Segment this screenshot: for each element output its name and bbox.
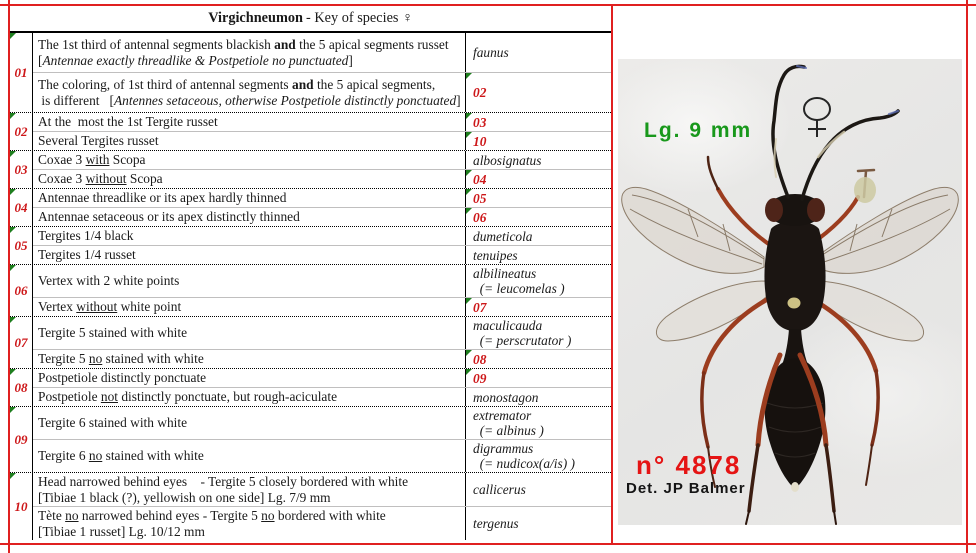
determiner-label: Det. JP Balmer: [626, 480, 746, 497]
key-row: [33, 207, 611, 226]
couplet-text-cell[interactable]: Several Tergites russet: [38, 133, 159, 149]
key-row: [33, 407, 611, 439]
comment-marker-icon: [10, 189, 16, 195]
couplet-number-cell[interactable]: [10, 407, 33, 472]
couplet-number: 03: [14, 161, 28, 177]
couplet-text-cell[interactable]: Vertex with 2 white points: [38, 273, 180, 289]
species-name-cell[interactable]: tergenus: [465, 507, 611, 540]
species-name-cell[interactable]: tenuipes: [465, 246, 611, 264]
comment-marker-icon: [10, 265, 16, 271]
couplet-text-cell[interactable]: At the most the 1st Tergite russet: [38, 114, 218, 130]
comment-marker-icon: [10, 369, 16, 375]
key-row: [33, 265, 611, 297]
goto-ref-cell[interactable]: 06: [465, 208, 611, 226]
key-group-rows: [33, 113, 611, 150]
key-row: [33, 317, 611, 349]
goto-ref-cell[interactable]: 02: [465, 73, 611, 112]
couplet-number-cell[interactable]: [10, 473, 33, 540]
key-group-04: [10, 188, 611, 226]
couplet-text-cell[interactable]: Antennae setaceous or its apex distinctly thinned: [38, 209, 300, 225]
couplet-text-cell[interactable]: The 1st third of antennal segments blackish and the 5 apical segments russet [Antennae exactly threadlike & Postpetiole no punctuated]: [38, 37, 449, 68]
specimen-photo-panel: [618, 59, 962, 525]
key-row: [33, 297, 611, 316]
frame-border-top: [0, 4, 976, 6]
key-row: [33, 113, 611, 131]
frame-border-left: [8, 0, 10, 553]
title-genus: Virgichneumon: [208, 10, 303, 26]
key-row: [33, 473, 611, 506]
glue-blob: [854, 177, 876, 203]
key-row: [33, 245, 611, 264]
couplet-number-cell[interactable]: [10, 265, 33, 316]
table-title: [10, 6, 611, 33]
comment-marker-icon: [10, 227, 16, 233]
couplet-text-cell[interactable]: Postpetiole not distinctly ponctuate, but rough-aciculate: [38, 389, 338, 405]
species-name-cell[interactable]: dumeticola: [465, 227, 611, 245]
goto-ref-cell[interactable]: 04: [465, 170, 611, 188]
couplet-number-cell[interactable]: [10, 33, 33, 112]
key-row: [33, 72, 611, 112]
species-name-cell[interactable]: albosignatus: [465, 151, 611, 169]
couplet-number: 04: [14, 199, 28, 215]
wasp-body: [764, 194, 825, 492]
key-group-05: [10, 226, 611, 264]
goto-ref-cell[interactable]: 10: [465, 132, 611, 150]
couplet-number: 05: [14, 237, 28, 253]
key-table-body: [10, 33, 611, 540]
key-group-07: [10, 316, 611, 368]
frame-border-bottom: [0, 543, 976, 545]
couplet-number: 10: [14, 498, 28, 514]
key-row: [33, 33, 611, 72]
key-row: [33, 387, 611, 406]
couplet-number-cell[interactable]: [10, 189, 33, 226]
couplet-number: 08: [14, 379, 28, 395]
key-row: [33, 349, 611, 368]
species-name-cell[interactable]: extremator (= albinus ): [465, 407, 611, 439]
couplet-text-cell[interactable]: Tergite 5 stained with white: [38, 325, 188, 341]
key-group-06: [10, 264, 611, 316]
key-row: [33, 227, 611, 245]
comment-marker-icon: [10, 317, 16, 323]
key-row: [33, 506, 611, 540]
couplet-text-cell[interactable]: Tergite 6 stained with white: [38, 415, 188, 431]
comment-marker-icon: [466, 298, 472, 304]
comment-marker-icon: [10, 113, 16, 119]
couplet-number: 02: [14, 123, 28, 139]
frame-divider-middle: [611, 4, 613, 545]
couplet-text-cell[interactable]: Head narrowed behind eyes - Tergite 5 closely bordered with white [Tibiae 1 black (?), yellowish on one side] Lg. 7/9 mm: [38, 474, 409, 505]
key-group-10: [10, 472, 611, 540]
comment-marker-icon: [466, 350, 472, 356]
couplet-number-cell[interactable]: [10, 113, 33, 150]
key-group-rows: [33, 33, 611, 112]
key-table: [10, 6, 611, 540]
couplet-number: 07: [14, 334, 28, 350]
key-group-rows: [33, 407, 611, 472]
species-name-cell[interactable]: maculicauda (= perscrutator ): [465, 317, 611, 349]
couplet-number-cell[interactable]: [10, 151, 33, 188]
comment-marker-icon: [466, 189, 472, 195]
key-row: [33, 439, 611, 472]
comment-marker-icon: [466, 113, 472, 119]
comment-marker-icon: [466, 369, 472, 375]
key-group-rows: [33, 265, 611, 316]
comment-marker-icon: [466, 208, 472, 214]
key-row: [33, 151, 611, 169]
key-group-03: [10, 150, 611, 188]
species-name-cell[interactable]: monostagon: [465, 388, 611, 406]
key-row: [33, 189, 611, 207]
species-name-cell[interactable]: albilineatus (= leucomelas ): [465, 265, 611, 297]
couplet-number: 06: [14, 282, 28, 298]
goto-ref-cell[interactable]: 08: [465, 350, 611, 368]
key-group-09: [10, 406, 611, 472]
key-group-rows: [33, 189, 611, 226]
length-label: Lg. 9 mm: [644, 119, 753, 142]
key-group-rows: [33, 227, 611, 264]
couplet-text-cell[interactable]: Coxae 3 without Scopa: [38, 171, 163, 187]
couplet-number-cell[interactable]: [10, 369, 33, 406]
key-group-rows: [33, 151, 611, 188]
couplet-text-cell[interactable]: Tète no narrowed behind eyes - Tergite 5 no bordered with white [Tibiae 1 russet] Lg. 10/12 mm: [38, 508, 386, 539]
goto-ref-cell[interactable]: 03: [465, 113, 611, 131]
couplet-text-cell[interactable]: Coxae 3 with Scopa: [38, 152, 146, 168]
key-group-rows: [33, 369, 611, 406]
key-group-rows: [33, 317, 611, 368]
couplet-text-cell[interactable]: The coloring, of 1st third of antennal segments and the 5 apical segments, is different [Antennes setaceous, otherwise Postpetiole distinctly ponctuated]: [38, 77, 461, 108]
comment-marker-icon: [466, 132, 472, 138]
goto-ref-cell[interactable]: 09: [465, 369, 611, 387]
key-group-02: [10, 112, 611, 150]
title-rest: - Key of species ♀: [306, 10, 413, 26]
key-group-08: [10, 368, 611, 406]
key-row: [33, 131, 611, 150]
frame-border-right: [966, 0, 968, 553]
couplet-number: 09: [14, 431, 28, 447]
comment-marker-icon: [466, 73, 472, 79]
goto-ref-cell[interactable]: 07: [465, 298, 611, 316]
comment-marker-icon: [10, 33, 16, 39]
couplet-text-cell[interactable]: Tergites 1/4 russet: [38, 247, 136, 263]
species-name-cell[interactable]: faunus: [465, 33, 611, 72]
comment-marker-icon: [10, 407, 16, 413]
wasp-antennae: [773, 66, 898, 199]
key-group-01: [10, 33, 611, 112]
species-name-cell[interactable]: digrammus (= nudicox(a/is) ): [465, 440, 611, 472]
female-symbol-icon: [804, 98, 830, 137]
couplet-number-cell[interactable]: [10, 317, 33, 368]
comment-marker-icon: [10, 473, 16, 479]
goto-ref-cell[interactable]: 05: [465, 189, 611, 207]
comment-marker-icon: [466, 170, 472, 176]
couplet-number-cell[interactable]: [10, 227, 33, 264]
key-row: [33, 169, 611, 188]
key-row: [33, 369, 611, 387]
couplet-text-cell[interactable]: Postpetiole distinctly ponctuate: [38, 370, 207, 386]
comment-marker-icon: [10, 151, 16, 157]
key-group-rows: [33, 473, 611, 540]
couplet-text-cell[interactable]: Tergites 1/4 black: [38, 228, 134, 244]
couplet-text-cell[interactable]: Antennae threadlike or its apex hardly thinned: [38, 190, 287, 206]
specimen-number: n° 4878: [636, 450, 742, 480]
couplet-text-cell[interactable]: Tergite 6 no stained with white: [38, 448, 204, 464]
couplet-text-cell[interactable]: Tergite 5 no stained with white: [38, 351, 204, 367]
couplet-number: 01: [14, 64, 28, 80]
species-name-cell[interactable]: callicerus: [465, 473, 611, 506]
couplet-text-cell[interactable]: Vertex without white point: [38, 299, 182, 315]
